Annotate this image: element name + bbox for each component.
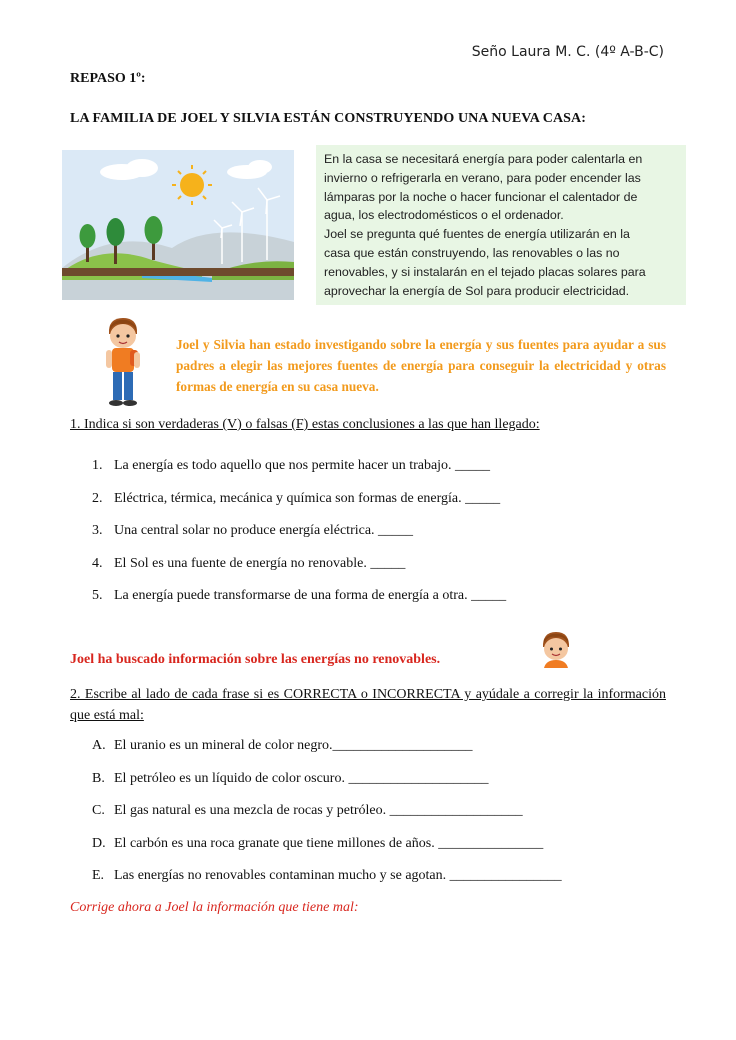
list-item [92, 588, 506, 604]
info-line: invierno o refrigerarla en verano, para poder encender las [324, 170, 641, 185]
closing-instruction: Corrige ahora a Joel la información que tiene mal: [70, 900, 359, 915]
info-line: lámparas por la noche o hacer funcionar el calentador de [324, 189, 638, 204]
joel-note: Joel ha buscado información sobre las energías no renovables. [70, 652, 441, 667]
list-item [92, 738, 472, 754]
section-label: REPASO 1º: [70, 71, 146, 86]
info-line: casa que están construyendo, las renovables o las no [324, 245, 620, 260]
item-number: A. [92, 738, 106, 753]
item-text: Las energías no renovables contaminan mucho y se agotan. ________________ [114, 868, 562, 883]
list-item [92, 458, 490, 474]
renewable-landscape-illustration [62, 150, 294, 300]
item-text: La energía puede transformarse de una forma de energía a otra. _____ [114, 588, 507, 603]
item-number: 5. [92, 588, 103, 603]
info-line: renovables, y si instalarán en el tejado placas solares para [324, 264, 646, 279]
intro-paragraph: Joel y Silvia han estado investigando sobre la energía y sus fuentes para ayudar a sus padres a elegir las mejores fuentes de energía para conseguir la electricidad y otras formas de energía en su casa nueva. [176, 337, 666, 394]
boy-character-icon [100, 316, 146, 408]
item-text: El gas natural es una mezcla de rocas y petróleo. ___________________ [114, 803, 523, 818]
page-title: LA FAMILIA DE JOEL Y SILVIA ESTÁN CONSTRUYENDO UNA NUEVA CASA: [70, 111, 587, 126]
list-item [92, 771, 488, 787]
list-item [92, 556, 405, 572]
item-number: 2. [92, 491, 103, 506]
item-number: B. [92, 771, 105, 786]
item-text: El uranio es un mineral de color negro.____________________ [114, 738, 473, 753]
info-line: En la casa se necesitará energía para poder calentarla en [324, 152, 643, 166]
question-1-title: 1. Indica si son verdaderas (V) o falsas (F) estas conclusiones a las que han llegado: [70, 417, 540, 432]
item-number: E. [92, 868, 105, 883]
list-item [92, 491, 500, 507]
info-line: aprovechar la energía de Sol para producir electricidad. [324, 283, 630, 298]
info-line: Joel se pregunta qué fuentes de energía utilizarán en la [324, 227, 630, 242]
boy-head-icon [538, 630, 574, 668]
item-number: 3. [92, 523, 103, 538]
item-text: El carbón es una roca granate que tiene millones de años. _______________ [114, 836, 544, 851]
item-number: 4. [92, 556, 103, 571]
item-text: Una central solar no produce energía eléctrica. _____ [114, 523, 414, 538]
info-line: agua, los electrodomésticos o el ordenador. [324, 208, 564, 223]
item-text: El Sol es una fuente de energía no renovable. _____ [114, 556, 406, 571]
question-2-title: 2. Escribe al lado de cada frase si es CORRECTA o INCORRECTA y ayúdale a corregir la información que está mal: [70, 687, 666, 723]
author-label: Seño Laura M. C. (4º A-B-C) [471, 44, 664, 60]
list-item [92, 836, 543, 852]
item-number: D. [92, 836, 106, 851]
item-number: C. [92, 803, 105, 818]
item-text: La energía es todo aquello que nos permite hacer un trabajo. _____ [114, 458, 491, 473]
item-text: El petróleo es un líquido de color oscuro. ____________________ [114, 771, 489, 786]
list-item [92, 523, 413, 539]
list-item [92, 803, 523, 819]
list-item [92, 868, 562, 884]
info-text [324, 150, 680, 300]
item-number: 1. [92, 458, 103, 473]
item-text: Eléctrica, térmica, mecánica y química son formas de energía. _____ [114, 491, 501, 506]
